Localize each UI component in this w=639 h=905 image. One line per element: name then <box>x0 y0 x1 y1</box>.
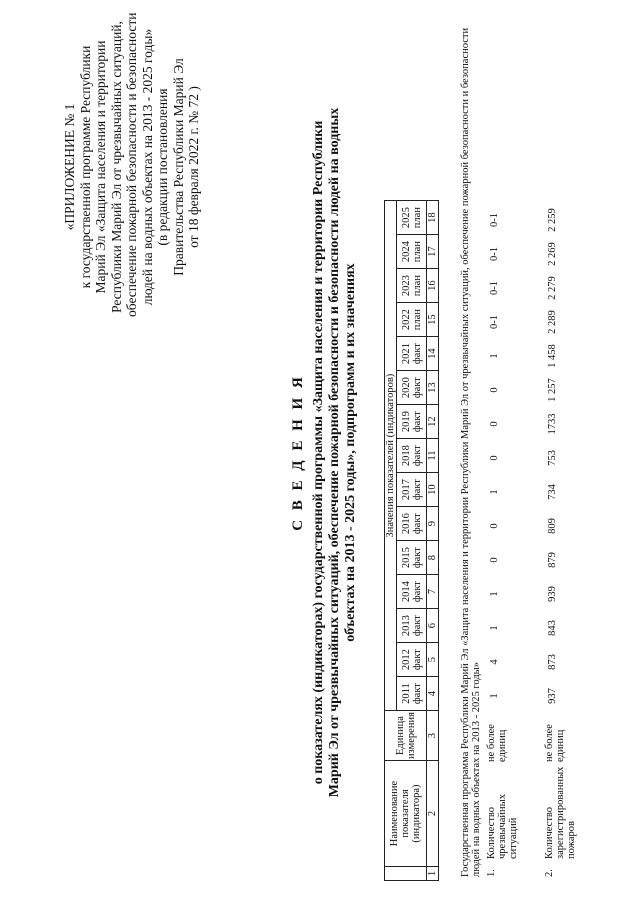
document-title <box>290 20 359 885</box>
title-line: о показателях (индикаторах) государственной программы «Защита населения и территории Республики <box>311 120 326 785</box>
year-label: 2021 <box>400 343 412 365</box>
year-label: 2011 <box>400 683 412 704</box>
year-header <box>397 507 427 541</box>
row-value: 1 257 <box>547 378 558 402</box>
row-value: 1 <box>489 625 500 631</box>
row-value: 1733 <box>547 413 558 435</box>
year-header <box>397 337 427 371</box>
row-value: 1 <box>489 489 500 495</box>
year-kind: факт <box>411 683 423 705</box>
group-header: Значения показателей (индикаторов) <box>385 201 397 711</box>
row-value: 0-1 <box>489 247 500 261</box>
year-kind: факт <box>411 547 423 569</box>
row-value: 1 <box>489 353 500 359</box>
year-label: 2025 <box>400 207 412 229</box>
program-title: Государственная программа Республики Марий Эл «Защита населения и территории Республики Марий Эл от чрезвычайных ситуаций, обеспечение пожарной безопасности и безопасности людей на водных объектах на 2013 - 2025 годы» <box>460 27 482 877</box>
table-body <box>460 11 602 881</box>
year-header <box>397 541 427 575</box>
year-header <box>397 575 427 609</box>
column-number: 2 <box>427 761 439 867</box>
year-kind: план <box>411 207 423 229</box>
row-value: 0-1 <box>489 281 500 295</box>
column-number: 3 <box>427 711 439 761</box>
row-value: 0 <box>489 455 500 461</box>
column-number: 10 <box>427 473 439 507</box>
appendix-line: Республики Марий Эл от чрезвычайных ситуаций, <box>108 21 124 313</box>
column-number: 16 <box>427 269 439 303</box>
year-kind: факт <box>411 343 423 365</box>
appendix-line: Марий Эл «Защита населения и территории <box>93 40 108 294</box>
row-number: 1. <box>486 869 497 877</box>
row-value: 0 <box>489 421 500 427</box>
row-value: 1 <box>489 693 500 699</box>
year-label: 2012 <box>400 649 412 671</box>
column-number: 18 <box>427 201 439 235</box>
row-value: 843 <box>547 620 558 636</box>
row-value: 937 <box>547 688 558 704</box>
row-value: 1 <box>489 591 500 597</box>
row-value: 939 <box>547 586 558 602</box>
appendix-line: к государственной программе Республики <box>77 45 93 289</box>
column-number: 14 <box>427 337 439 371</box>
table-row <box>544 11 602 881</box>
row-value: 0 <box>489 387 500 393</box>
title-heading: С В Е Д Е Н И Я <box>290 374 306 531</box>
row-unit: не более единиц <box>486 724 508 762</box>
year-header <box>397 473 427 507</box>
row-value: 809 <box>547 518 558 534</box>
row-value: 0-1 <box>489 315 500 329</box>
title-line: объектах на 2013 - 2025 годы», подпрограмм и их значениях <box>343 263 358 642</box>
year-kind: план <box>411 275 423 297</box>
year-header <box>397 235 427 269</box>
column-number: 9 <box>427 507 439 541</box>
column-number: 4 <box>427 677 439 711</box>
year-header <box>397 201 427 235</box>
year-kind: факт <box>411 479 423 501</box>
row-value: 734 <box>547 484 558 500</box>
row-value: 1 458 <box>547 344 558 368</box>
appendix-line: (в редакции постановления <box>155 88 170 246</box>
appendix-block <box>62 12 202 317</box>
column-number: 8 <box>427 541 439 575</box>
row-value: 753 <box>547 450 558 466</box>
title-line: Марий Эл от чрезвычайных ситуаций, обеспечение пожарной безопасности и безопасности людей на водных <box>327 107 342 798</box>
col-unit-header: Единица измерения <box>385 711 427 761</box>
year-label: 2018 <box>400 445 412 467</box>
indicators-table-header <box>384 200 439 881</box>
year-kind: план <box>411 309 423 331</box>
row-value: 0-1 <box>489 213 500 227</box>
appendix-line: «ПРИЛОЖЕНИЕ № 1 <box>62 103 77 231</box>
appendix-line: от 18 февраля 2022 г. № 72 ) <box>186 86 201 248</box>
year-label: 2020 <box>400 377 412 399</box>
row-value: 873 <box>547 654 558 670</box>
year-kind: факт <box>411 377 423 399</box>
row-value: 2 259 <box>547 208 558 232</box>
column-number: 5 <box>427 643 439 677</box>
column-number: 13 <box>427 371 439 405</box>
year-header <box>397 439 427 473</box>
column-number: 15 <box>427 303 439 337</box>
row-unit: не более единиц <box>544 724 566 762</box>
year-kind: факт <box>411 513 423 535</box>
year-label: 2019 <box>400 411 412 433</box>
year-label: 2014 <box>400 581 412 603</box>
table-row <box>486 11 544 881</box>
appendix-line: людей на водных объектах на 2013 - 2025 годы» <box>139 28 155 306</box>
year-kind: факт <box>411 581 423 603</box>
column-number: 1 <box>427 867 439 881</box>
row-number: 2. <box>544 869 555 877</box>
year-label: 2016 <box>400 513 412 535</box>
row-value: 2 289 <box>547 310 558 334</box>
year-kind: факт <box>411 445 423 467</box>
year-header <box>397 269 427 303</box>
program-title-row <box>460 11 486 881</box>
year-kind: план <box>411 241 423 263</box>
column-number: 7 <box>427 575 439 609</box>
year-header <box>397 405 427 439</box>
year-label: 2013 <box>400 615 412 637</box>
year-kind: факт <box>411 615 423 637</box>
year-header <box>397 371 427 405</box>
row-indicator-name: Количество чрезвычайных ситуаций <box>486 794 519 859</box>
row-value: 2 269 <box>547 242 558 266</box>
year-kind: факт <box>411 649 423 671</box>
year-label: 2023 <box>400 275 412 297</box>
column-number: 11 <box>427 439 439 473</box>
appendix-line: Правительства Республики Марий Эл <box>170 58 186 276</box>
year-label: 2015 <box>400 547 412 569</box>
year-header <box>397 609 427 643</box>
col-name-header: Наименование показателя (индикатора) <box>385 761 427 867</box>
row-value: 0 <box>489 557 500 563</box>
column-number: 12 <box>427 405 439 439</box>
year-kind: факт <box>411 411 423 433</box>
year-header <box>397 303 427 337</box>
year-label: 2022 <box>400 309 412 331</box>
column-number: 6 <box>427 609 439 643</box>
row-value: 0 <box>489 523 500 529</box>
year-header <box>397 643 427 677</box>
row-indicator-name: Количество зарегистрированных пожаров <box>544 766 577 859</box>
row-value: 4 <box>489 659 500 665</box>
column-number: 17 <box>427 235 439 269</box>
year-label: 2017 <box>400 479 412 501</box>
year-header <box>397 677 427 711</box>
row-value: 879 <box>547 552 558 568</box>
appendix-line: обеспечение пожарной безопасности и безопасности <box>124 12 139 317</box>
row-value: 2 279 <box>547 276 558 300</box>
col-no-header <box>385 867 427 881</box>
year-label: 2024 <box>400 241 412 263</box>
